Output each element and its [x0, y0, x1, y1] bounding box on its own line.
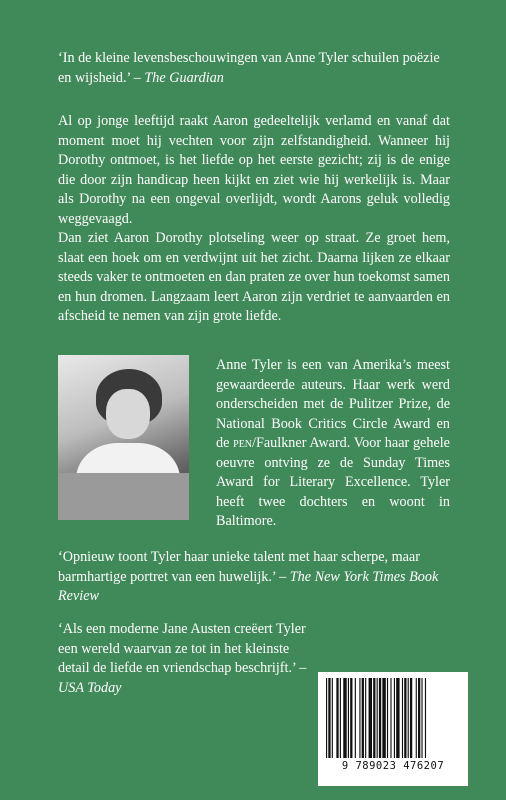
publisher-website[interactable]: www.uitgeverijcargo.nl: [359, 768, 468, 780]
synopsis-paragraph-2: Dan ziet Aaron Dorothy plotseling weer op straat. Ze groet hem, slaat een hoek om en verdwijnt uit het zicht. Daarna lijken ze elkaar steeds vaker te ontmoeten en dan praten ze over hun toekomst samen en hun dromen. Langzaam leert Aaron zijn verdriet te aanvaarden en afscheid te nemen van zijn grote liefde.: [58, 230, 450, 324]
author-photo: [58, 355, 189, 520]
nyt-quote-text: ‘Opnieuw toont Tyler haar unieke talent met haar scherpe, maar barmhartige portret van een huwelijk.’ –: [58, 549, 420, 585]
guardian-quote-source: The Guardian: [144, 69, 224, 86]
guardian-quote-text: ‘In de kleine levensbeschouwingen van Anne Tyler schuilen poëzie en wijsheid.’ –: [58, 50, 440, 86]
author-bio-text-1: Anne Tyler is een van Amerika’s meest gewaardeerde auteurs. Haar werk werd onderscheiden met de Pulitzer Prize, de National Book Critics Circle Award en de: [216, 357, 450, 451]
barcode-bars: [326, 678, 460, 758]
usa-today-quote-text: ‘Als een moderne Jane Austen creëert Tyler een wereld waarvan ze tot in het kleinste detail de liefde en vriendschap beschrijft.’ –: [58, 621, 307, 676]
isbn-number: 9 789023 476207: [341, 760, 445, 772]
author-bio: [216, 356, 450, 532]
guardian-quote: [58, 49, 450, 88]
usa-today-quote-source: USA Today: [58, 679, 122, 696]
author-bio-text-2: /Faulkner Award. Voor haar gehele oeuvre ontving ze de Sunday Times Award for Literary Excellence. Tyler heeft twee dochters en woont in Baltimore.: [216, 435, 450, 529]
author-bio-pen: pen: [233, 435, 253, 451]
synopsis: [58, 112, 450, 327]
nyt-quote-source: The New York Times Book Review: [58, 568, 439, 604]
usa-today-quote: [58, 620, 310, 698]
synopsis-paragraph-1: Al op jonge leeftijd raakt Aaron gedeeltelijk verlamd en vanaf dat moment moet hij vechten voor zijn zelfstandigheid. Wanneer hij Dorothy ontmoet, is het liefde op het eerste gezicht; zij is de enige die door zijn handicap heen kijkt en ziet wie hij werkelijk is. Maar als Dorothy na een ongeval overlijdt, wordt Aarons geluk volledig weggevaagd.: [58, 113, 450, 227]
nyt-quote: [58, 548, 450, 607]
